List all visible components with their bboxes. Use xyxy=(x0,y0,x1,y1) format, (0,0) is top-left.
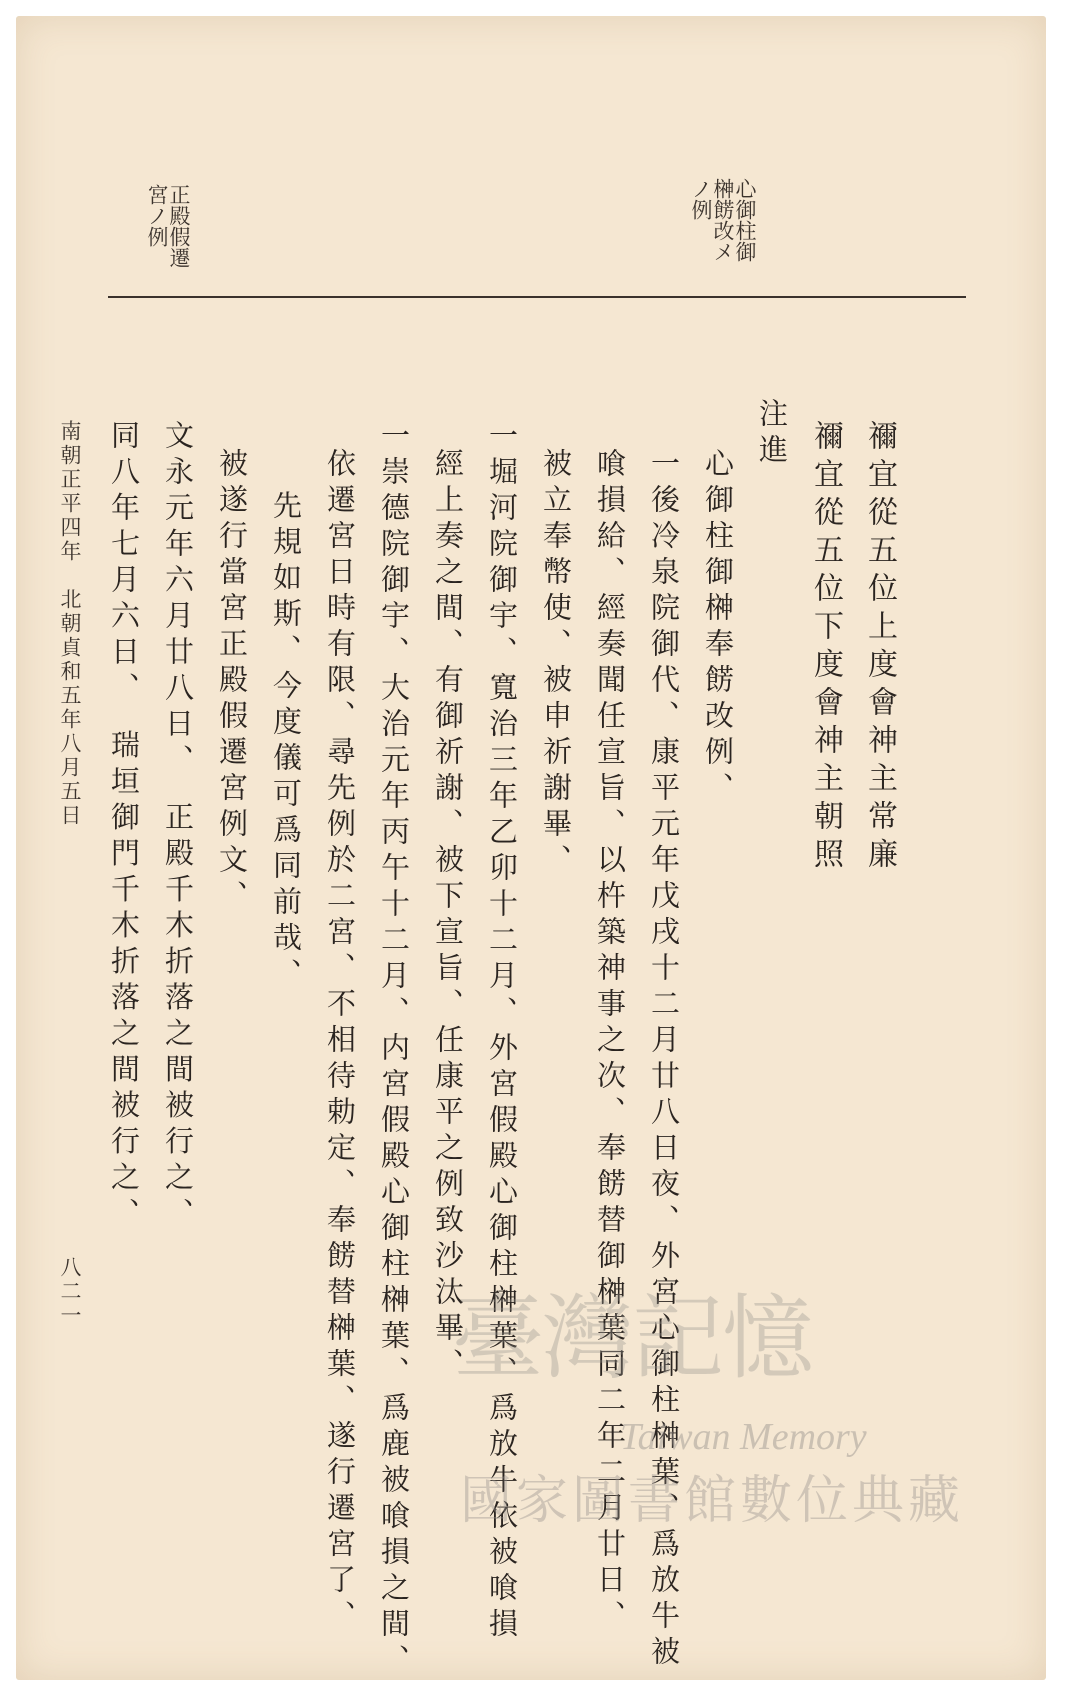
text-column-11: 依遷宮日時有限、尋先例於二宮、不相待勅定、奉餝替榊葉、遂行遷宮了、 xyxy=(323,448,357,1636)
text-column-13: 被遂行當宮正殿假遷宮例文、 xyxy=(215,448,249,916)
header-note-sengu: 正殿假遷宮ノ例 xyxy=(145,184,191,268)
text-column-8: 一堀河院御宇、寬治三年乙卯十二月、外宮假殿心御柱榊葉、爲放牛依被喰損 xyxy=(485,420,519,1644)
header-rule xyxy=(108,296,966,298)
watermark-english: Taiwan Memory xyxy=(620,1416,867,1458)
text-column-15: 同八年七月六日、 瑞垣御門千木折落之間被行之、 xyxy=(107,420,141,1234)
text-column-2: 禰宜從五位下度會神主朝照 xyxy=(808,420,843,876)
text-column-7: 被立奉幣使、被申祈謝畢、 xyxy=(539,448,573,880)
text-column-9: 經上奏之間、有御祈謝、被下宣旨、任康平之例致沙汰畢、 xyxy=(431,448,465,1384)
text-column-4: 心御柱御榊奉餝改例、 xyxy=(701,448,735,808)
page-number: 八二一 xyxy=(58,1256,82,1328)
watermark-chinese: 臺灣記憶 xyxy=(452,1285,813,1392)
text-column-14: 文永元年六月廿八日、 正殿千木折落之間被行之、 xyxy=(161,420,195,1234)
header-note-pillar: 心御柱御榊餝改メノ例 xyxy=(689,178,757,262)
watermark-library: 國家圖書館數位典藏 xyxy=(460,1471,965,1531)
text-column-5: 一後冷泉院御代、康平元年戊戌十二月廿八日夜、外宮心御柱榊葉、爲放牛被 xyxy=(647,448,681,1672)
text-column-3: 注進 xyxy=(755,398,789,470)
text-column-12: 先規如斯、今度儀可爲同前哉、 xyxy=(269,490,303,994)
footer-date: 南朝正平四年 北朝貞和五年八月五日 xyxy=(58,420,82,828)
text-column-1: 禰宜從五位上度會神主常廉 xyxy=(862,420,897,876)
text-column-10: 一崇德院御宇、大治元年丙午十二月、内宮假殿心御柱榊葉、爲鹿被喰損之間、 xyxy=(377,420,411,1680)
text-column-6: 喰損給、經奏聞任宣旨、以杵築神事之次、奉餝替御榊葉同二年二月廿日、 xyxy=(593,448,627,1636)
